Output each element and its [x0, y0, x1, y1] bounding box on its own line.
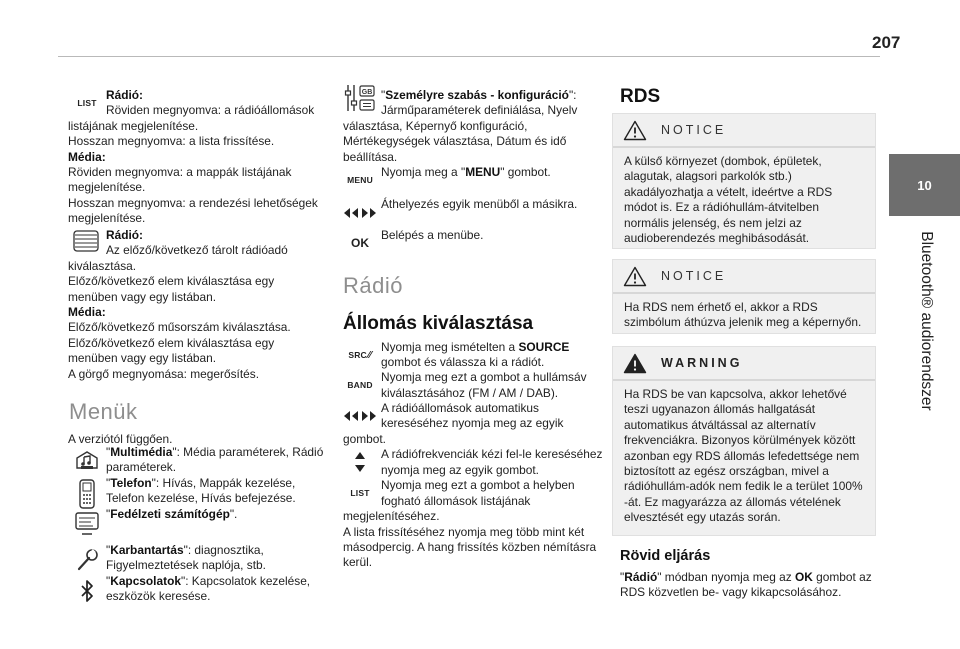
text-line: " módban nyomja meg az [657, 570, 795, 584]
text-line: akadályozhatja a vételt, ideértve a RDS [624, 184, 833, 199]
text-line: Előző/következő műsorszám kiválasztása. [68, 320, 291, 334]
text-line: audioberendezés meghibásodását. [624, 231, 810, 246]
page-number: 207 [872, 33, 901, 52]
list-button-icon: LIST [77, 98, 97, 108]
menu-label-telefon: Telefon [110, 476, 152, 490]
text-line: Ha RDS nem érhető el, akkor a RDS [624, 300, 818, 314]
text-line: teszi ugyanazon állomás hallgatását [624, 402, 816, 417]
notice-title: NOTICE [661, 123, 727, 137]
text-line: kereséséhez nyomja meg az egyik [381, 416, 564, 430]
warning-box [612, 346, 876, 536]
text-line: normális jelenség, és nem jelzi az [624, 215, 802, 230]
text-line: -át. Ez magyarázza az állomás vételének [624, 494, 841, 509]
text-line: A rádiófrekvenciák kézi fel-le kereséséhez [381, 447, 603, 461]
text-line: " gombot. [500, 165, 551, 179]
chapter-tab [889, 154, 960, 216]
text-line: szimbólum áthúzva jelenik meg a képernyőn. [624, 315, 862, 330]
text-line: gombot. [343, 432, 386, 446]
radio-label: Rádió: [106, 228, 143, 242]
text-line: megjelenítése. [68, 211, 146, 225]
source-keyword: SOURCE [518, 340, 570, 354]
seek-arrows-icon [343, 409, 377, 423]
subheading-rovid: Rövid eljárás [620, 548, 711, 564]
text-line: Hosszan megnyomva: a rendezési lehetőségek [68, 196, 318, 210]
text-line: azonban egy RDS állomás lefedettsége nem [624, 448, 860, 463]
section-title-rds: RDS [620, 86, 661, 107]
warning-title: WARNING [661, 356, 743, 370]
text-line: automatikus átváltással az alternatív [624, 417, 816, 432]
text-line: gombot és válassza ki a rádiót. [381, 355, 545, 369]
up-down-arrows-icon [350, 449, 370, 475]
text-line: Mértékegységek választása, Dátum és idő [343, 134, 567, 148]
text-line: Járműparaméterek definiálása, Nyelv [381, 103, 578, 117]
text-line: megjelenítéséhez. [343, 509, 440, 523]
text-line: : Hívás, Mappák kezelése, [155, 476, 296, 490]
text-line: Áthelyezés egyik menüből a másikra. [381, 197, 578, 211]
text-line: Hosszan megnyomva: a lista frissítése. [68, 134, 275, 148]
section-title-menuk: Menük [69, 399, 138, 424]
radio-label: Rádió: [106, 88, 143, 102]
left-right-arrows-icon [343, 206, 377, 220]
menu-label-szemelyre: Személyre szabás - konfiguráció [385, 88, 569, 102]
text-line: módot is. Ez a rádióhullám-átvitelben [624, 200, 819, 215]
text-line: nyomja meg az egyik gombot. [381, 463, 539, 477]
list-button-icon: LIST [350, 488, 370, 498]
text-line: Az előző/következő tárolt rádióadó [106, 243, 288, 257]
ok-button-icon: OK [351, 236, 369, 250]
text-line: Nyomja meg a " [381, 165, 466, 179]
text-line: Előző/következő elem kiválasztása egy [68, 336, 275, 350]
text-line: : Média paraméterek, Rádió [176, 445, 324, 459]
chapter-title: Bluetooth® audiorendszer [918, 231, 935, 411]
svg-text:GB: GB [361, 89, 373, 96]
box-divider [613, 292, 875, 294]
menu-button-icon: MENU [347, 175, 373, 185]
text-line: kiválasztásához (FM / AM / DAB). [381, 386, 559, 400]
text-line: : Kapcsolatok kezelése, [185, 574, 311, 588]
text-line: biztosított az egész országban, mivel a [624, 464, 829, 479]
media-label: Média: [68, 150, 106, 164]
bluetooth-icon [78, 578, 96, 604]
source-button-icon: SRC ⁄⁄ [348, 349, 372, 361]
media-label: Média: [68, 305, 106, 319]
menu-label-fedelzeti: Fedélzeti számítógép [110, 507, 230, 521]
multimedia-icon [72, 448, 102, 472]
text-line: gombot az [812, 570, 872, 584]
text-line: Röviden megnyomva: a mappák listájának [68, 165, 292, 179]
subheading-allomas: Állomás kiválasztása [343, 313, 534, 334]
box-divider [613, 379, 875, 381]
text-line: Nyomja meg ezt a gombot a hullámsáv [381, 370, 587, 384]
text-line: menüben vagy egy listában. [68, 351, 217, 365]
text-line: A lista frissítéséhez nyomja meg több mint két [343, 525, 585, 539]
ok-keyword: OK [795, 570, 813, 584]
text-line: Belépés a menübe. [381, 228, 484, 242]
radio-keyword: Rádió [624, 570, 658, 584]
notice-box [612, 259, 876, 334]
text-line: A görgő megnyomása: megerősítés. [68, 367, 260, 381]
text-line: Előző/következő elem kiválasztása egy [68, 274, 275, 288]
text-line: beállítása. [343, 150, 398, 164]
chapter-number: 10 [917, 177, 932, 193]
menu-label-multimedia: Multimédia [110, 445, 173, 459]
text-line: frekvenciákra. Bizonyos körülmények között [624, 433, 856, 448]
notice-box [612, 113, 876, 249]
text-line: elvesztését egy utazás során. [624, 510, 781, 525]
text-line: A rádióállomások automatikus [381, 401, 539, 415]
text-line: választása, Képernyő konfiguráció, [343, 119, 528, 133]
scroll-wheel-icon [70, 228, 102, 254]
trip-computer-icon [72, 510, 102, 538]
settings-personalization-icon [343, 82, 377, 114]
text-line: Figyelmeztetések naplója, stb. [106, 558, 266, 572]
text-line: rádióhullám-adók nem fedik le a terület 100% [624, 479, 863, 494]
text-line: listájának megjelenítése. [68, 119, 199, 133]
wrench-icon [74, 546, 100, 574]
text-line: paraméterek. [106, 460, 177, 474]
text-line: A verziótól függően. [68, 432, 173, 446]
text-line: : diagnosztika, [187, 543, 264, 557]
text-line: fogható állomások listájának [381, 494, 531, 508]
text-line: " [620, 570, 625, 584]
menu-label-kapcsolatok: Kapcsolatok [110, 574, 181, 588]
text-line: alagutak, alagsori parkolók stb.) [624, 169, 792, 184]
text-line: Nyomja meg ismételten a [381, 340, 519, 354]
text-line: kiválasztása. [68, 259, 137, 273]
warning-triangle-icon [623, 353, 647, 374]
src-label: SRC [348, 350, 367, 360]
text-line: Röviden megnyomva: a rádióállomások [106, 103, 315, 117]
section-title-radio: Rádió [343, 273, 403, 298]
warning-triangle-icon [623, 120, 647, 141]
band-button-icon: BAND [347, 380, 373, 390]
box-divider [613, 146, 875, 148]
text-line: A külső környezet (dombok, épületek, [624, 154, 822, 168]
text-line: Nyomja meg ezt a gombot a helyben [381, 478, 575, 492]
menu-label-karbantartas: Karbantartás [110, 543, 184, 557]
text-line: Ha RDS be van kapcsolva, akkor lehetővé [624, 387, 847, 401]
text-line: másodpercig. A hang frissítés közben némításra [343, 540, 597, 554]
header-divider [58, 56, 880, 57]
text-line: kerül. [343, 555, 373, 569]
phone-icon [76, 478, 98, 510]
menu-keyword: MENU [465, 165, 501, 179]
text-line: menüben vagy egy listában. [68, 290, 217, 304]
text-line: RDS közvetlen be- vagy kikapcsolásához. [620, 585, 842, 599]
text-line: megjelenítése. [68, 180, 146, 194]
warning-triangle-icon [623, 266, 647, 287]
text-line: Telefon kezelése, Hívás befejezése. [106, 491, 296, 505]
notice-title: NOTICE [661, 269, 727, 283]
text-line: eszközök keresése. [106, 589, 211, 603]
